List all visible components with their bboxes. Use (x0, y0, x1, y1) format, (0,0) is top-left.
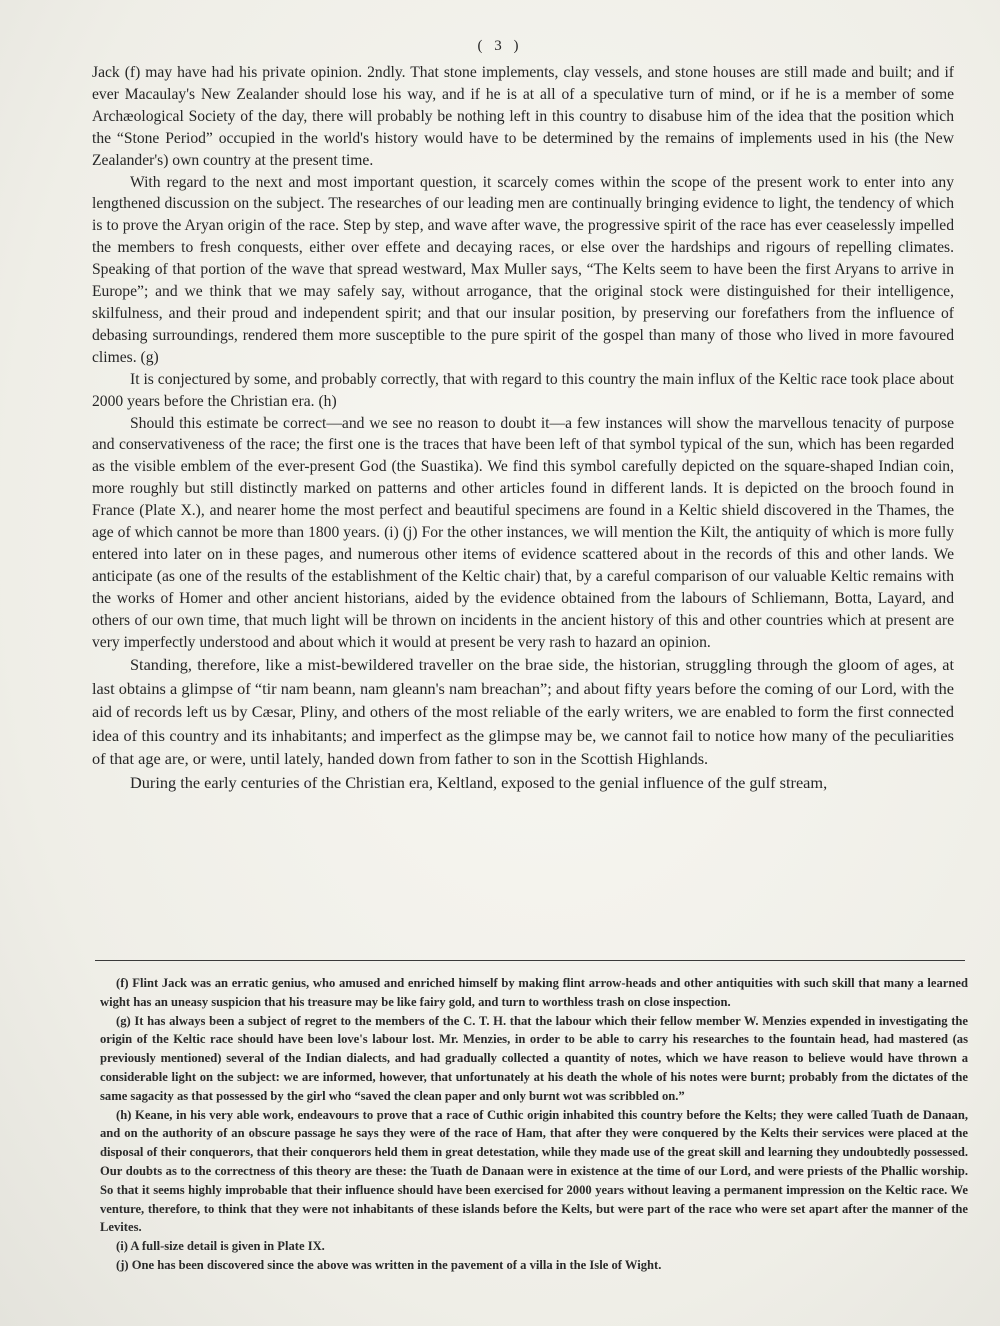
footnotes (100, 974, 968, 1275)
footnote: (j) One has been discovered since the above was written in the pavement of a villa in the Isle of Wight. (116, 1257, 662, 1272)
paragraph: Standing, therefore, like a mist-bewildered traveller on the brae side, the historian, struggling through the gloom of ages, at last obtains a glimpse of “tir nam beann, nam gleann's nam breachan”; and about fifty years before the coming of our Lord, with the aid of records left us by Cæsar, Pliny, and others of the most reliable of the early writers, we are enabled to form the first connected idea of this country and its inhabitants; and imperfect as the glimpse may be, we cannot fail to notice how many of the peculiarities of that age are, or were, until lately, handed down from father to son in the Scottish Highlands. (92, 655, 954, 769)
paragraph: During the early centuries of the Christian era, Keltland, exposed to the genial influence of the gulf stream, (130, 772, 828, 792)
footnote-divider (95, 960, 965, 961)
footnote: (g) It has always been a subject of regret to the members of the C. T. H. that the labour which their fellow member W. Menzies expended in investigating the origin of the Keltic race should have been love's labour lost. Mr. Menzies, in order to be able to carry his researches to the fountain head, had mastered (as previously mentioned) several of the Indian dialects, and had gradually collected a quantity of notes, which we have reason to believe would have thrown a considerable light on the subject: we are informed, however, that unfortunately at his death the whole of his notes were burnt; probably from the dictates of the same sagacity as that possessed by the girl who “saved the clean paper and only burnt wot was scribbled on.” (100, 1013, 968, 1103)
paragraph: It is conjectured by some, and probably correctly, that with regard to this country the main influx of the Keltic race took place about 2000 years before the Christian era. (h) (92, 370, 954, 410)
page-number: ( 3 ) (477, 38, 523, 54)
paragraph: With regard to the next and most important question, it scarcely comes within the scope of the present work to enter into any lengthened discussion on the subject. The researches of our leading men are continually bringing evidence to light, the tendency of which is to prove the Aryan origin of the race. Step by step, and wave after wave, the progressive spirit of the race has ever ceaselessly impelled the members to fresh conquests, either over effete and decaying races, or else over the hardships and rigours of repelling climates. Speaking of that portion of the wave that spread westward, Max Muller says, “The Kelts seem to have been the first Aryans to arrive in Europe”; and we think that we may safely say, without arrogance, that the original stock were distinguished for their intelligence, skilfulness, and their proud and independent spirit; and that our insular position, by preserving our forefathers from the influence of debasing surroundings, rendered them more susceptible to the pure spirit of the gospel than many of those who lived in more favoured climes. (g) (92, 173, 954, 366)
footnote: (h) Keane, in his very able work, endeavours to prove that a race of Cuthic origin inhabited this country before the Kelts; they were called Tuath de Danaan, and on the authority of an obscure passage he says they were of the race of Ham, that after they were conquered by the Kelts their services were placed at the disposal of their conquerors, that their conquerors held them in great detestation, while they made use of the great skill and learning they undoubtedly possessed. Our doubts as to the correctness of this theory are these: the Tuath de Danaan were in existence at the time of our Lord, and were priests of the Phallic worship. So that it seems highly improbable that their influence should have been exercised for 2000 years without leaving a permanent impression on the Keltic race. We venture, therefore, to think that they were not inhabitants of these islands before the Kelts, but were part of the race who were set apart after the manner of the Levites. (100, 1107, 968, 1235)
footnote: (f) Flint Jack was an erratic genius, who amused and enriched himself by making flint arrow-heads and other antiquities with such skill that many a learned wight has an uneasy suspicion that his treasure may be like fairy gold, and turn to worthless trash on close inspection. (100, 976, 968, 1009)
footnote: (i) A full-size detail is given in Plate IX. (116, 1239, 325, 1254)
paragraph: Should this estimate be correct—and we see no reason to doubt it—a few instances will show the marvellous tenacity of purpose and conservativeness of the race; the first one is the traces that have been left of that symbol typical of the sun, which has been regarded as the visible emblem of the ever-present God (the Suastika). We find this symbol carefully depicted on the square-shaped Indian coin, more roughly but still distinctly marked on patterns and other articles found in different lands. It is depicted on the brooch found in France (Plate X.), and nearer home the most perfect and beautiful specimens are found in a Keltic shield discovered in the Thames, the age of which cannot be more than 1800 years. (i) (j) For the other instances, we will mention the Kilt, the antiquity of which is more fully entered into later on in these pages, and numerous other items of evidence scattered about in the records of this and other lands. We anticipate (as one of the results of the establishment of the Keltic chair) that, by a careful comparison of our valuable Keltic remains with the works of Homer and other ancient historians, aided by the evidence obtained from the labours of Schliemann, Botta, Layard, and others of our own time, that much light will be thrown on incidents in the ancient history of this and other countries which at present are very imperfectly understood and about which it would at present be very rash to hazard an opinion. (92, 414, 954, 651)
main-text (92, 62, 954, 794)
paragraph: Jack (f) may have had his private opinion. 2ndly. That stone implements, clay vessels, and stone houses are still made and built; and if ever Macaulay's New Zealander should lose his way, and if he is at all of a speculative turn of mind, or if he is a member of some Archæological Society of the day, there will probably be nothing left in this country to disabuse him of the idea that the position which the “Stone Period” occupied in the world's history would have to be determined by the remains of implements used in his (the New Zealander's) own country at the present time. (92, 64, 954, 169)
